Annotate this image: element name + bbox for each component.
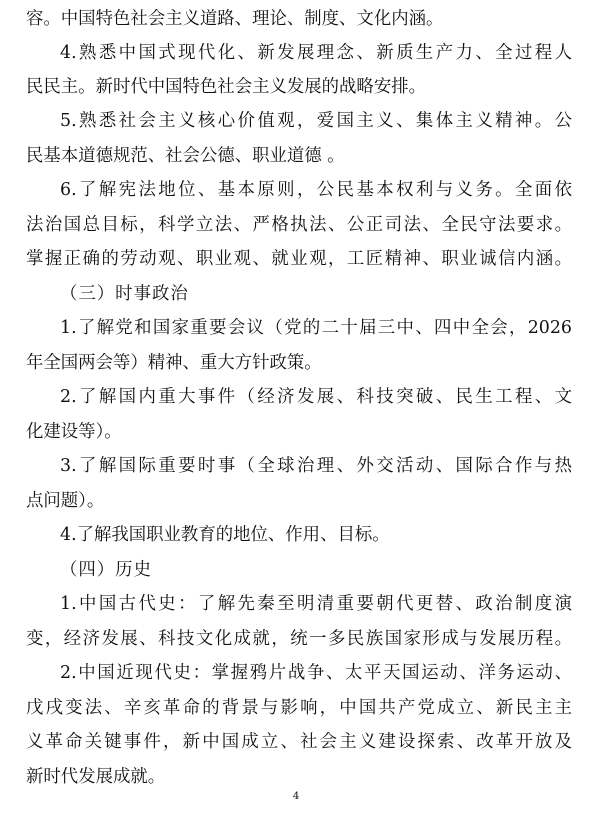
text-line: 1.了解党和国家重要会议（党的二十届三中、四中全会，2026 — [60, 318, 572, 338]
text-line: 法治国总目标，科学立法、严格执法、公正司法、全民守法要求。 — [26, 215, 572, 235]
text-line: 2.中国近现代史：掌握鸦片战争、太平天国运动、洋务运动、 — [60, 663, 572, 683]
section-heading: （四）历史 — [60, 560, 152, 580]
text-line: 6.了解宪法地位、基本原则，公民基本权利与义务。全面依 — [60, 180, 572, 200]
text-line: 容。中国特色社会主义道路、理论、制度、文化内涵。 — [26, 9, 444, 29]
text-line: 变，经济发展、科技文化成就，统一多民族国家形成与发展历程。 — [26, 629, 572, 649]
text-line: 义革命关键事件，新中国成立、社会主义建设探索、改革开放及 — [26, 732, 572, 752]
text-line: 点问题）。 — [26, 491, 105, 511]
text-line: 民基本道德规范、社会公德、职业道德 。 — [26, 146, 345, 166]
text-line: 化建设等）。 — [26, 422, 122, 442]
text-line: 年全国两会等）精神、重大方针政策。 — [26, 353, 322, 373]
text-line: 戊戌变法、辛亥革命的背景与影响，中国共产党成立、新民主主 — [26, 698, 572, 718]
text-line: 新时代发展成就。 — [26, 767, 166, 787]
section-heading: （三）时事政治 — [60, 284, 189, 304]
text-line: 3.了解国际重要时事（全球治理、外交活动、国际合作与热 — [60, 456, 572, 476]
text-line: 4.熟悉中国式现代化、新发展理念、新质生产力、全过程人 — [60, 43, 572, 63]
text-line: 5.熟悉社会主义核心价值观，爱国主义、集体主义精神。公 — [60, 111, 572, 131]
text-line: 1.中国古代史：了解先秦至明清重要朝代更替、政治制度演 — [60, 594, 572, 614]
text-line: 4.了解我国职业教育的地位、作用、目标。 — [60, 525, 390, 545]
page-number: 4 — [292, 791, 300, 802]
text-line: 掌握正确的劳动观、职业观、就业观，工匠精神、职业诚信内涵。 — [26, 249, 572, 269]
text-line: 民民主。新时代中国特色社会主义发展的战略安排。 — [26, 77, 426, 97]
text-line: 2.了解国内重大事件（经济发展、科技突破、民生工程、文 — [60, 387, 572, 407]
